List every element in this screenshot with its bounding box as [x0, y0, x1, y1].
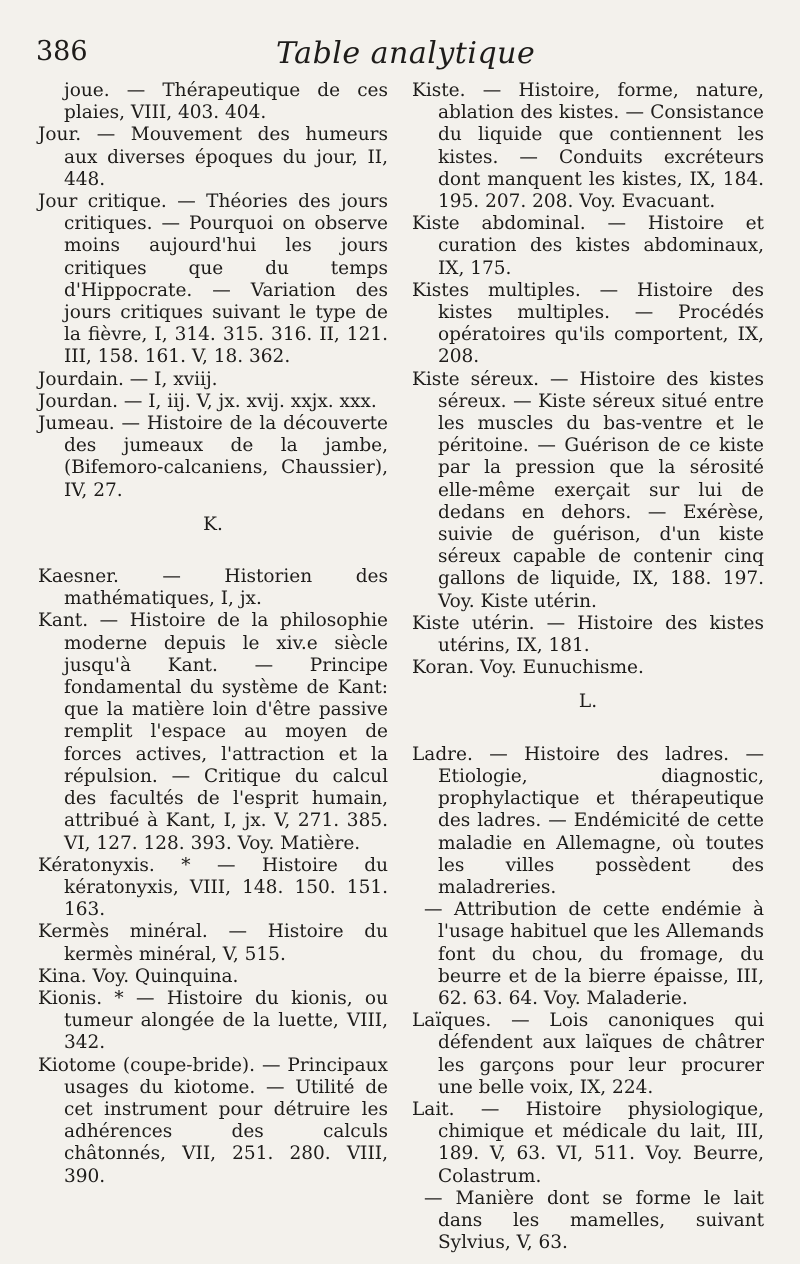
index-entry: Laïques. — Lois canoniques qui défendent aux laïques de châtrer les garçons pour leur procurer une belle voix, IX, 224.: [412, 1010, 764, 1098]
index-entry: Jumeau. — Histoire de la découverte des jumeaux de la jambe, (Bifemoro-calcaniens, Chaussier), IV, 27.: [38, 413, 388, 501]
index-entry: Kiste utérin. — Histoire des kistes utérins, IX, 181.: [412, 612, 764, 657]
index-entry: Lait. — Histoire physiologique, chimique et médicale du lait, III, 189. V, 63. VI, 511. Voy. Beurre, Colastrum.: [412, 1098, 764, 1187]
index-subentry: — Attribution de cette endémie à l'usage habituel que les Allemands font du chou, du fromage, du beurre et de la bierre épaisse, III, 62. 63. 64. Voy. Maladerie.: [424, 899, 764, 1009]
index-subentry: — Manière dont se forme le lait dans les mamelles, suivant Sylvius, V, 63.: [424, 1187, 764, 1254]
index-entry: Jour critique. — Théories des jours critiques. — Pourquoi on observe moins aujourd'hui les jours critiques que du temps d'Hippocrate. — Variation des jours critiques suivant le type de la fièvre, I, 314. 315. 316. II, 121. III, 158. 161. V, 18. 362.: [38, 191, 388, 368]
index-entry: Koran. Voy. Eunuchisme.: [412, 657, 644, 679]
section-letter-l: L.: [578, 691, 598, 713]
section-letter-k: K.: [203, 513, 223, 535]
index-entry: Jourdan. — I, iij. V, jx. xvij. xxjx. xxx.: [38, 390, 377, 412]
index-entry: Kiste abdominal. — Histoire et curation des kistes abdominaux, IX, 175.: [412, 213, 764, 279]
left-column: [38, 80, 388, 1188]
index-entry: Kératonyxis. * — Histoire du kératonyxis, VIII, 148. 150. 151. 163.: [38, 854, 388, 921]
index-entry: Jour. — Mouvement des humeurs aux diverses époques du jour, II, 448.: [38, 124, 388, 190]
right-column: [412, 80, 764, 1254]
index-entry: Kiotome (coupe-bride). — Principaux usages du kiotome. — Utilité de cet instrument pour détruire les adhérences des calculs châtonnés, VII, 251. 280. VIII, 390.: [38, 1054, 388, 1187]
index-entry: Kiste séreux. — Histoire des kistes séreux. — Kiste séreux situé entre les muscles du bas-ventre et le péritoine. — Guérison de ce kiste par la pression que la sérosité elle-même exerçait sur lui de dedans en dehors. — Exérèse, suivie de guérison, d'un kiste séreux capable de contenir cinq gallons de liquide, IX, 188. 197. Voy. Kiste utérin.: [412, 368, 764, 612]
page-header: [36, 36, 764, 80]
index-entry: Kiste. — Histoire, forme, nature, ablation des kistes. — Consistance du liquide que contiennent les kistes. — Conduits excréteurs dont manquent les kistes, IX, 184. 195. 207. 208. Voy. Evacuant.: [412, 80, 764, 213]
index-entry: Kermès minéral. — Histoire du kermès minéral, V, 515.: [38, 921, 388, 965]
running-title: Table analytique: [276, 36, 536, 71]
index-entry: Ladre. — Histoire des ladres. — Etiologie, diagnostic, prophylactique et thérapeutique des ladres. — Endémicité de cette maladie en Allemagne, où toutes les villes possèdent des maladreries.: [412, 743, 764, 898]
index-entry: Kaesner. — Historien des mathématiques, I, jx.: [38, 566, 388, 610]
index-entry: Kant. — Histoire de la philosophie moderne depuis le xiv.e siècle jusqu'à Kant. — Principe fondamental du système de Kant: que la matière loin d'être passive remplit l'espace au moyen de forces actives, l'attraction et la répulsion. — Critique du calcul des facultés de l'esprit humain, attribué à Kant, I, jx. V, 271. 385. VI, 127. 128. 393. Voy. Matière.: [38, 610, 388, 854]
index-entry: Kionis. * — Histoire du kionis, ou tumeur alongée de la luette, VIII, 342.: [38, 987, 388, 1054]
index-entry: Kina. Voy. Quinquina.: [38, 965, 239, 987]
index-entry: Jourdain. — I, xviij.: [38, 368, 218, 390]
page-number: 386: [36, 36, 88, 67]
index-entry: Kistes multiples. — Histoire des kistes multiples. — Procédés opératoires qu'ils comportent, IX, 208.: [412, 279, 764, 368]
index-entry: joue. — Thérapeutique de ces plaies, VIII, 403. 404.: [64, 80, 388, 124]
